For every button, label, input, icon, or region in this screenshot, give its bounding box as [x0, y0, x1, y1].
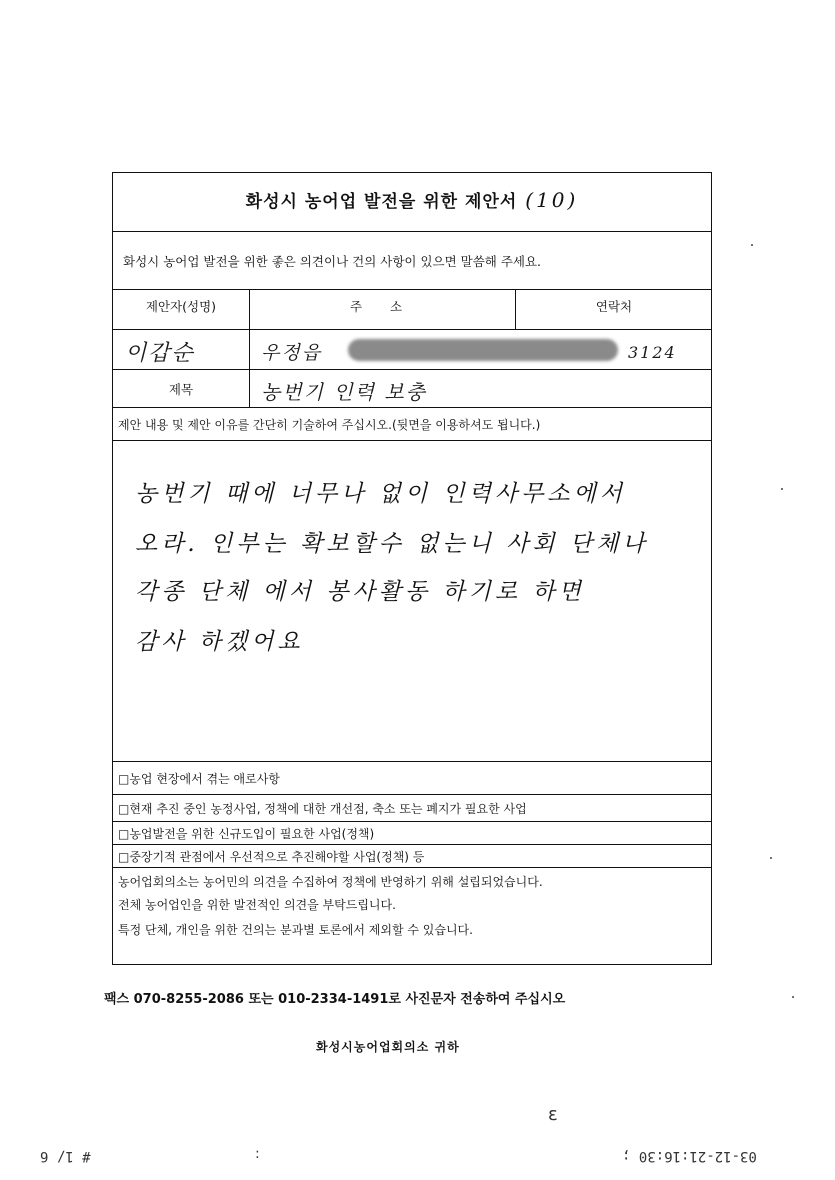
header-contact: 연락처 [595, 299, 633, 314]
divider [113, 329, 711, 330]
handwritten-page-count: (10) [525, 188, 579, 212]
checklist-item: □농업 현장에서 겪는 애로사항 [118, 772, 280, 786]
body-handwritten-line: 감사 하겠어요 [135, 629, 304, 655]
divider [113, 844, 711, 845]
body-handwritten-line: 각종 단체 에서 봉사활동 하기로 하면 [135, 579, 585, 605]
note-line: 농어업회의소는 농어민의 의견을 수집하여 정책에 반영하기 위해 설립되었습니다. [118, 875, 543, 889]
subject-handwritten: 농번기 인력 보충 [261, 380, 427, 404]
header-address: 주 소 [349, 299, 415, 314]
scan-speck [781, 488, 783, 490]
divider [113, 369, 711, 370]
divider [113, 761, 711, 762]
divider [113, 440, 711, 441]
checklist-item: □농업발전을 위한 신규도입이 필요한 사업(정책) [118, 827, 375, 841]
divider [113, 821, 711, 822]
proposer-name: 이갑순 [125, 341, 195, 366]
stray-mark: : [255, 1146, 260, 1162]
fax-header-page: # 1/ 6 [40, 1148, 91, 1164]
instruction-text: 제안 내용 및 제안 이유를 간단히 기술하여 주십시오.(뒷면을 이용하셔도 됩니다.) [118, 418, 541, 432]
body-handwritten-line: 농번기 때에 너무나 없이 인력사무소에서 [135, 481, 626, 507]
scan-speck [792, 996, 794, 998]
fax-instruction: 팩스 070-8255-2086 또는 010-2334-1491로 사진문자 전송하여 주십시오 [104, 992, 566, 1007]
form-subtitle: 화성시 농어업 발전을 위한 좋은 의견이나 건의 사항이 있으면 말씀해 주세요. [123, 254, 542, 269]
checklist-item: □중장기적 관점에서 우선적으로 추진해야할 사업(정책) 등 [118, 850, 425, 864]
divider [113, 794, 711, 795]
address-handwritten: 우정읍 [261, 342, 323, 364]
divider [113, 867, 711, 868]
scan-speck [751, 244, 753, 246]
note-line: 특정 단체, 개인을 위한 건의는 분과별 토론에서 제외할 수 있습니다. [118, 923, 473, 937]
divider [113, 289, 711, 290]
redaction-mark [348, 339, 618, 361]
header-proposer: 제안자(성명) [145, 299, 217, 314]
form-title: 화성시 농어업 발전을 위한 제안서 (10) [245, 188, 579, 212]
fax-header-timestamp: 03-12-21:16:30 ; [622, 1148, 757, 1164]
divider [113, 231, 711, 232]
body-handwritten-line: 오라. 인부는 확보할수 없는니 사회 단체나 [135, 531, 649, 557]
subject-label: 제목 [168, 382, 194, 397]
addressee: 화성시농어업회의소 귀하 [316, 1040, 460, 1054]
scan-speck [770, 857, 772, 859]
divider [113, 407, 711, 408]
contact-handwritten: 3124 [628, 343, 677, 362]
stray-mark: ɛ [548, 1104, 558, 1125]
proposal-form [112, 172, 712, 965]
checklist-item: □현재 추진 중인 농정사업, 정책에 대한 개선점, 축소 또는 폐지가 필요한 사업 [118, 802, 527, 816]
note-line: 전체 농어업인을 위한 발전적인 의견을 부탁드립니다. [118, 898, 396, 912]
